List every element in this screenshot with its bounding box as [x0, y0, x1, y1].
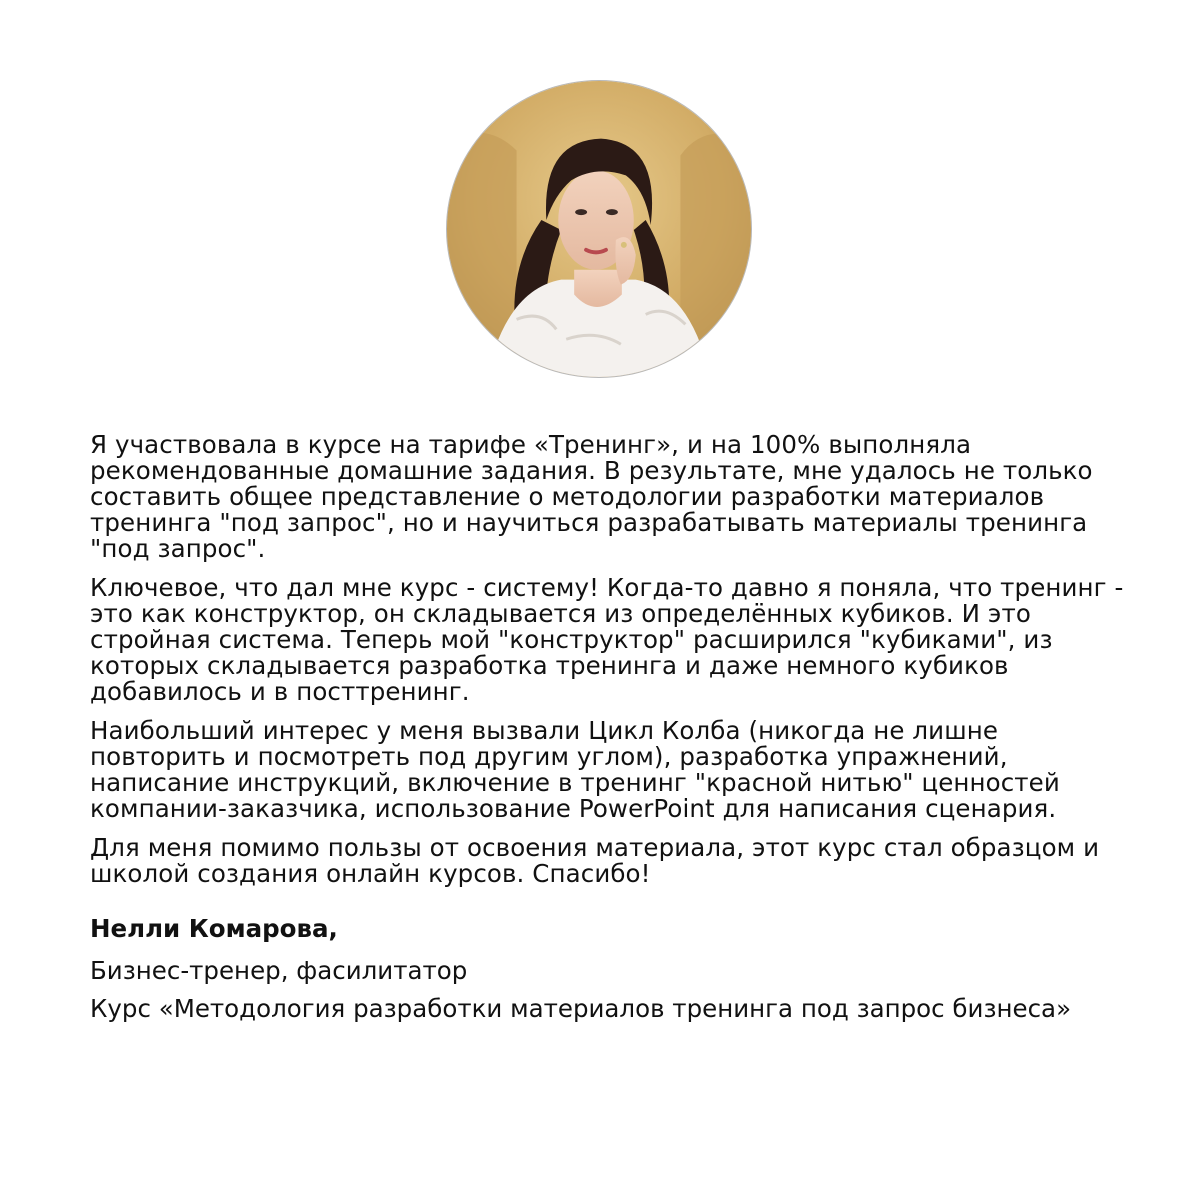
- review-paragraph-2: Ключевое, что дал мне курс - систему! Когда-то давно я поняла, что тренинг - это как конструктор, он складывается из определённых кубиков. И это стройная система. Теперь мой "конструктор" расширился "кубиками", из которых складывается разработка тренинга и даже немного кубиков добавилось и в посттренинг.: [90, 573, 1124, 706]
- portrait-photo-icon: [447, 81, 751, 377]
- author-photo: [446, 80, 752, 378]
- author-role: Бизнес-тренер, фасилитатор: [90, 956, 468, 985]
- author-name: Нелли Комарова,: [90, 914, 338, 943]
- review-text: [90, 432, 1130, 900]
- review-paragraph-3: Наибольший интерес у меня вызвали Цикл Колба (никогда не лишне повторить и посмотреть под другим углом), разработка упражнений, написание инструкций, включение в тренинг "красной нитью" ценностей компании-заказчика, использование PowerPoint для написания сценария.: [90, 716, 1060, 823]
- author-signature: [90, 914, 1130, 1034]
- author-course: Курс «Методология разработки материалов тренинга под запрос бизнеса»: [90, 994, 1072, 1023]
- review-paragraph-1: Я участвовала в курсе на тарифе «Тренинг», и на 100% выполняла рекомендованные домашние задания. В результате, мне удалось не только составить общее представление о методологии разработки материалов тренинга "под запрос", но и научиться разрабатывать материалы тренинга "под запрос".: [90, 430, 1093, 563]
- review-paragraph-4: Для меня помимо пользы от освоения материала, этот курс стал образцом и школой создания онлайн курсов. Спасибо!: [90, 833, 1100, 888]
